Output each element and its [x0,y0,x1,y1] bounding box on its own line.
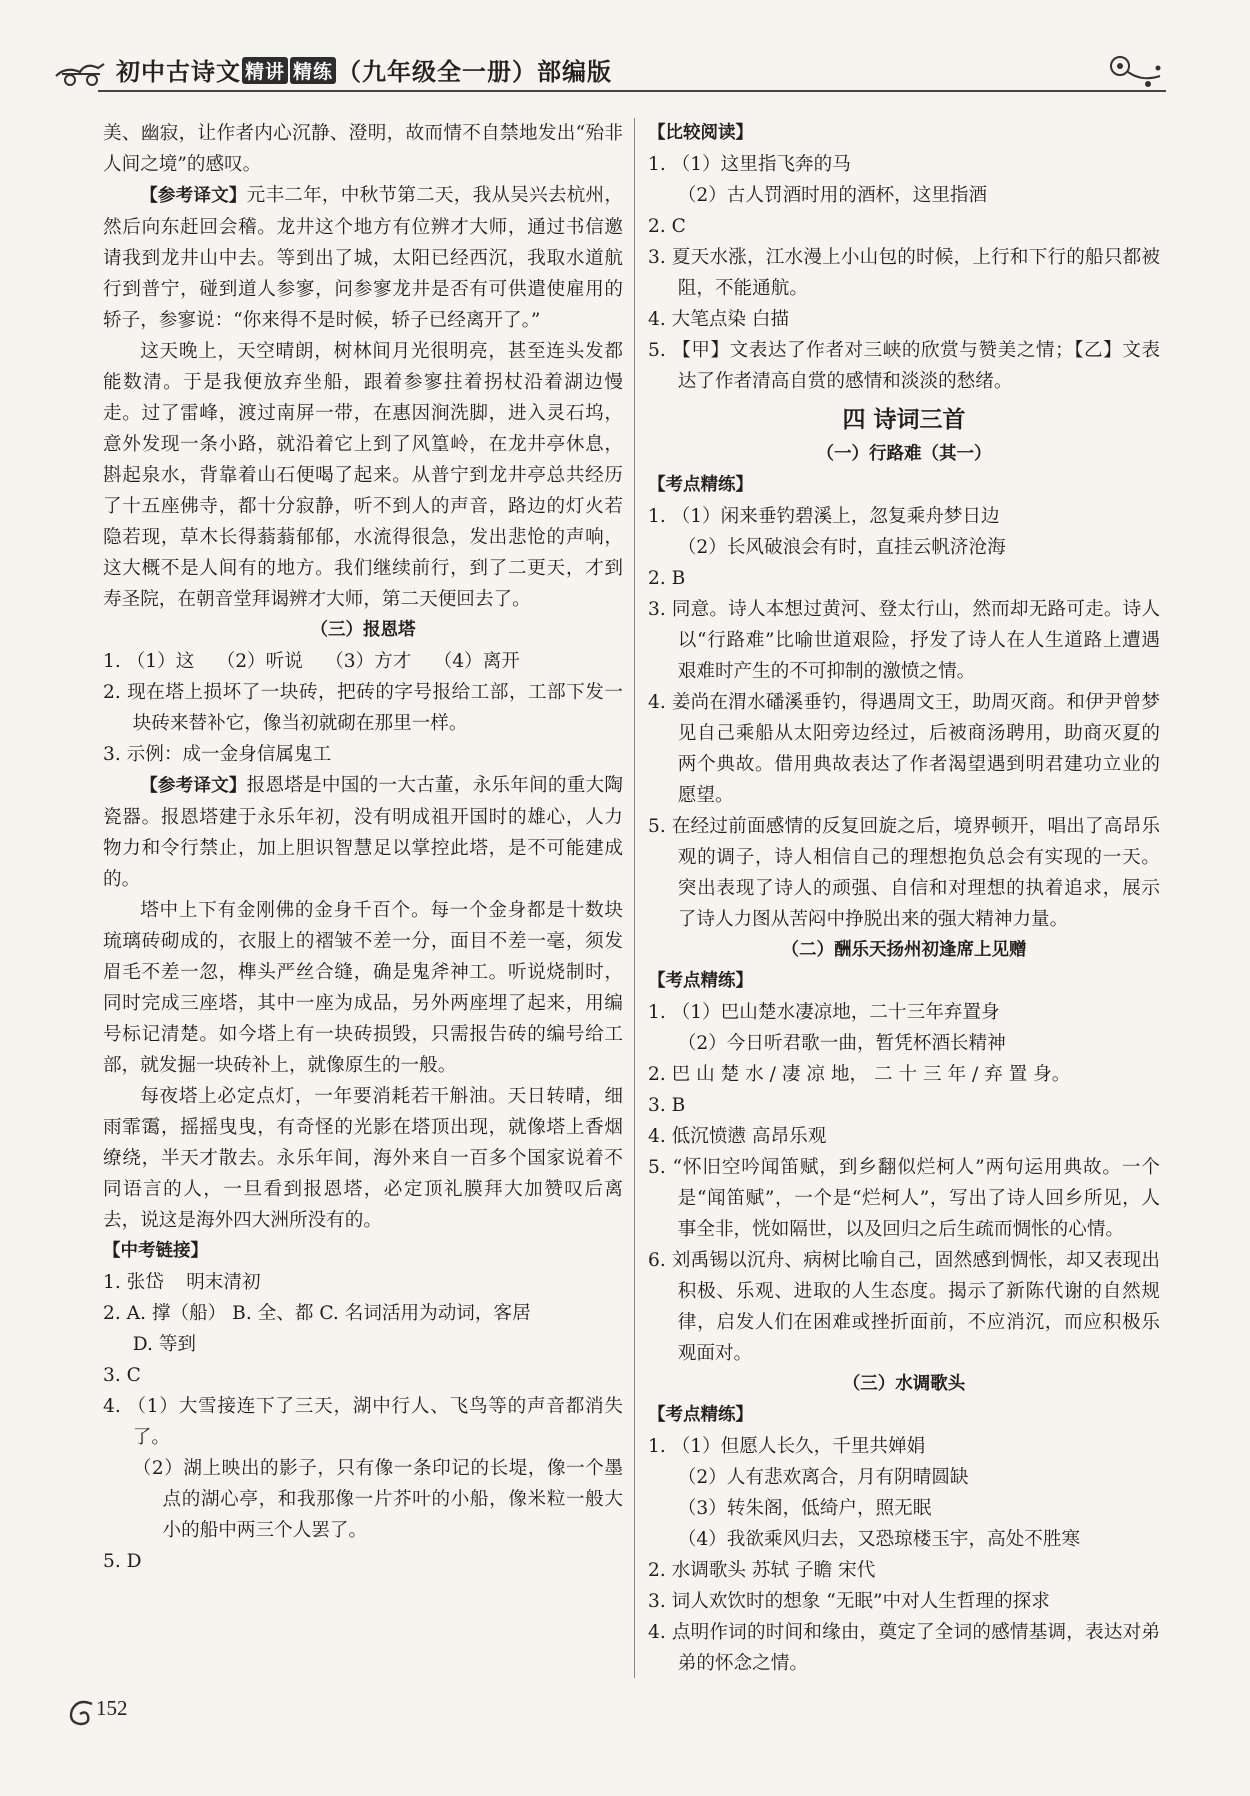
question-3: 3. 示例：成一金身信属鬼工 [103,744,332,765]
reference-translation-2-p2: 塔中上下有金刚佛的金身千百个。每一个金身都是十数块琉璃砖砌成的，衣服上的褶皱不差一分，面目不差一毫，须发眉毛不差一忽，榫头严丝合缝，确是鬼斧神工。听说烧制时，同时完成三座塔，其中一座为成品，另外两座埋了起来，用编号标记清楚。如今塔上有一块砖损毁，只需报告砖的编号给工部，就发掘一块砖补上，就像原生的一般。 [103,900,623,1076]
swirl-ornament-icon [66,1696,100,1730]
c-answer-1-4: （4）我欲乘风归去，又恐琼楼玉宇，高处不胜寒 [677,1529,1081,1550]
bj-answer-1-2: （2）古人罚酒时用的酒杯，这里指酒 [677,185,988,206]
c-answer-2: 2. 水调歌头 苏轼 子瞻 宋代 [648,1560,876,1581]
bj-answer-5: 5. 【甲】文表达了作者对三峡的欣赏与赞美之情；【乙】文表达了作者清高自赏的感情和淡淡的愁绪。 [648,340,1160,392]
b-answer-3: 3. B [648,1095,686,1116]
c-answer-1-3: （3）转朱阁，低绮户，照无眠 [677,1498,932,1519]
bj-answer-1-1: 1. （1）这里指飞奔的马 [648,154,851,175]
bj-answer-3: 3. 夏天水涨，江水漫上小山包的时候，上行和下行的船只都被阻，不能通航。 [648,247,1160,299]
bj-answer-2: 2. C [648,216,686,237]
c-answer-1-1: 1. （1）但愿人长久，千里共婵娟 [648,1436,926,1457]
poem-title-xing-lu-nan: （一）行路难（其一） [816,444,992,464]
zk-answer-1: 1. 张岱 明末清初 [103,1272,261,1293]
zk-answer-4-2: （2）湖上映出的影子，只有像一条印记的长堤，像一个墨点的湖心亭，和我那像一片芥叶的小船，像米粒一般大小的船中两三个人罢了。 [132,1458,623,1541]
question-1: 1. （1）这 （2）听说 （3）方才 （4）离开 [103,651,520,672]
c-answer-4: 4. 点明作词的时间和缘由，奠定了全词的感情基调，表达对弟弟的怀念之情。 [648,1622,1160,1674]
comparative-reading-title: 【比较阅读】 [648,123,753,143]
practice-title-1: 【考点精练】 [648,475,753,495]
b-answer-6: 6. 刘禹锡以沉舟、病树比喻自己，固然感到惆怅，却又表现出积极、乐观、进取的人生态度。揭示了新陈代谢的自然规律，启发人们在困难或挫折面前，不应消沉，而应积极乐观面对。 [648,1250,1160,1364]
cart-logo-icon [52,52,112,88]
poem-title-chou-le-tian: （二）酬乐天扬州初逢席上见赠 [781,940,1027,960]
a-answer-3: 3. 同意。诗人本想过黄河、登太行山，然而却无路可走。诗人以“行路难”比喻世道艰险，抒发了诗人在人生道路上遭遇艰难时产生的不可抑制的激愤之情。 [648,599,1160,682]
continued-text: 美、幽寂，让作者内心沉静、澄明，故而情不自禁地发出“殆非人间之境”的感叹。 [103,123,623,175]
zk-answer-4-1: 4. （1）大雪接连下了三天，湖中行人、飞鸟等的声音都消失了。 [103,1396,623,1448]
page-footer [66,1692,186,1732]
b-answer-5: 5. “怀旧空吟闻笛赋，到乡翻似烂柯人”两句运用典故。一个是“闻笛赋”，一个是“烂柯人”，写出了诗人回乡所见，人事全非，恍如隔世，以及回归之后生疏而惆怅的心情。 [648,1157,1160,1240]
section-title-bao-en-ta: （三）报恩塔 [310,620,416,640]
a-answer-5: 5. 在经过前面感情的反复回旋之后，境界顿开，唱出了高昂乐观的调子，诗人相信自己的理想抱负总会有实现的一天。突出表现了诗人的顽强、自信和对理想的执着追求，展示了诗人力图从苦闷中挣脱出来的强大精神力量。 [648,816,1160,930]
section-heading-four: 四 诗词三首 [842,407,966,433]
a-answer-1-2: （2）长风破浪会有时，直挂云帆济沧海 [677,537,1006,558]
poem-title-shui-diao-ge-tou: （三）水调歌头 [842,1374,966,1394]
b-answer-1-1: 1. （1）巴山楚水凄凉地，二十三年弃置身 [648,1002,1000,1023]
a-answer-4: 4. 姜尚在渭水磻溪垂钓，得遇周文王，助周灭商。和伊尹曾梦见自己乘船从太阳旁边经过，后被商汤聘用，助商灭夏的两个典故。借用典故表达了作者渴望遇到明君建功立业的愿望。 [648,692,1160,806]
flower-ornament-icon [1102,48,1166,92]
reference-translation-2: 【参考译文】报恩塔是中国的一大古董，永乐年间的重大陶瓷器。报恩塔建于永乐年初，没有明成祖开国时的雄心，人力物力和令行禁止，加上胆识智慧足以掌控此塔，是不可能建成的。 [103,775,623,890]
column-divider [634,118,635,1678]
left-column [103,118,623,1577]
c-answer-1-2: （2）人有悲欢离合，月有阴晴圆缺 [677,1467,969,1488]
reference-translation-1-p2: 这天晚上，天空晴朗，树林间月光很明亮，甚至连头发都能数清。于是我便放弃坐船，跟着参寥拄着拐杖沿着湖边慢走。过了雷峰，渡过南屏一带，在惠因涧洗脚，进入灵石坞，意外发现一条小路，就沿着它上到了风篁岭，在龙井亭休息，斟起泉水，背靠着山石便喝了起来。从普宁到龙井亭总共经历了十五座佛寺，都十分寂静，听不到人的声音，路边的灯火若隐若现，草木长得蓊蓊郁郁，水流得很急，发出悲怆的声响，这大概不是人间有的地方。我们继续前行，到了二更天，才到寿圣院，在朝音堂拜谒辨才大师，第二天便回去了。 [103,341,623,610]
a-answer-1-1: 1. （1）闲来垂钓碧溪上，忽复乘舟梦日边 [648,506,1000,527]
title-badge-2: 精练 [290,57,336,84]
practice-title-2: 【考点精练】 [648,971,753,991]
a-answer-2: 2. B [648,568,686,589]
header-rule [98,90,1166,92]
right-column [648,118,1160,1679]
b-answer-2: 2. 巴 山 楚 水 / 凄 凉 地， 二 十 三 年 / 弃 置 身。 [648,1064,1071,1085]
zk-answer-3: 3. C [103,1365,141,1386]
bj-answer-4: 4. 大笔点染 白描 [648,309,790,330]
zk-answer-2d: D. 等到 [132,1334,197,1355]
question-2: 2. 现在塔上损坏了一块砖，把砖的字号报给工部，工部下发一块砖来替补它，像当初就砌在那里一样。 [103,682,623,734]
zhongkao-link-title: 【中考链接】 [103,1241,208,1261]
b-answer-1-2: （2）今日听君歌一曲，暂凭杯酒长精神 [677,1033,1006,1054]
page-number: 152 [96,1696,128,1720]
zk-answer-5: 5. D [103,1551,142,1572]
reference-translation-2-p3: 每夜塔上必定点灯，一年要消耗若干斛油。天日转晴，细雨霏霭，摇摇曳曳，有奇怪的光影在塔顶出现，就像塔上香烟缭绕，半天才散去。永乐年间，海外来自一百多个国家说着不同语言的人，一旦看到报恩塔，必定顶礼膜拜大加赞叹后离去，说这是海外四大洲所没有的。 [103,1086,623,1231]
c-answer-3: 3. 词人欢饮时的想象 “无眠”中对人生哲理的探求 [648,1591,1050,1612]
b-answer-4: 4. 低沉愤懑 高昂乐观 [648,1126,827,1147]
zk-answer-2: 2. A. 撑（船） B. 全、都 C. 名词活用为动词，客居 [103,1303,531,1324]
reference-translation-1: 【参考译文】元丰二年，中秋节第二天，我从吴兴去杭州，然后向东赶回会稽。龙井这个地方有位辨才大师，通过书信邀请我到龙井山中去。等到出了城，太阳已经西沉，我取水道航行到普宁，碰到道人参寥，问参寥龙井是否有可供遣使雇用的轿子，参寥说：“你来得不是时候，轿子已经离开了。” [103,185,623,331]
page-header [52,48,1172,92]
book-title: 初中古诗文 精讲 精练 （九年级全一册）部编版 [116,58,613,86]
ref-tag: 【参考译文】 [140,186,247,206]
practice-title-3: 【考点精练】 [648,1405,753,1425]
title-badge-1: 精讲 [242,57,288,84]
